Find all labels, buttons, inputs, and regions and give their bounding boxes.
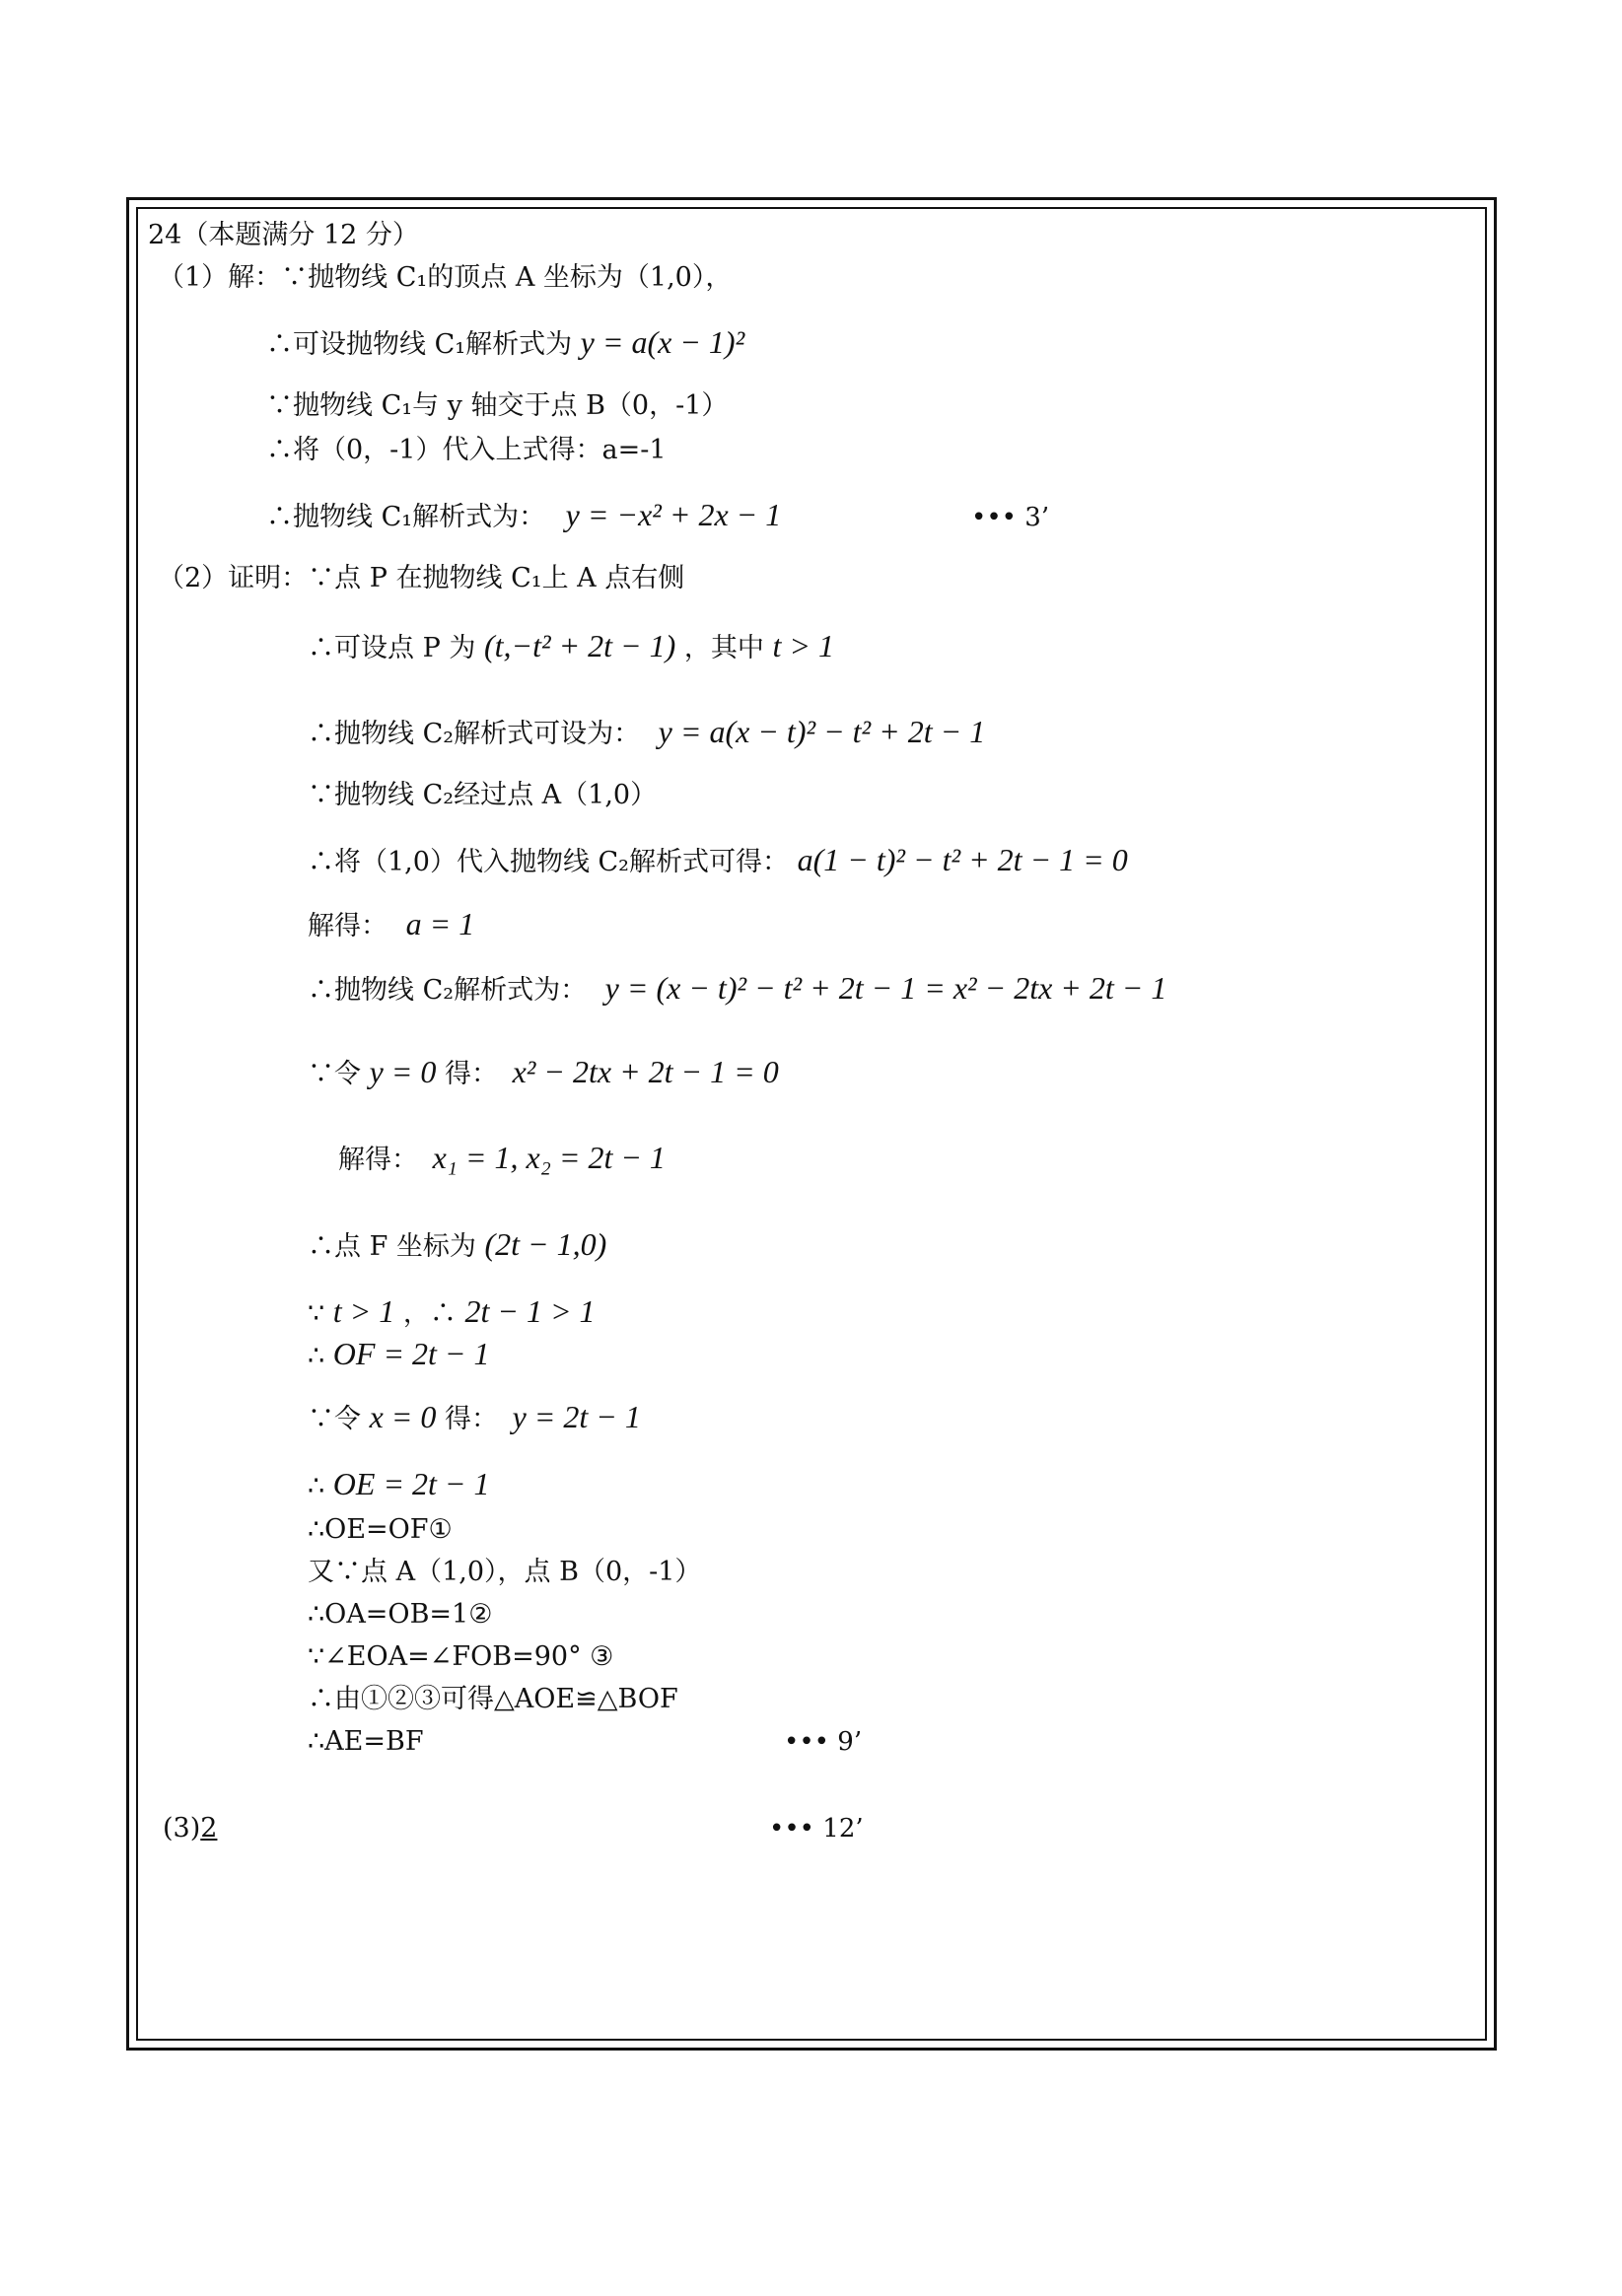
part2-line16: 又∵点 A（1,0），点 B（0，-1） (308, 1557, 702, 1587)
part2-line13-formula2: y = 2t − 1 (512, 1399, 641, 1434)
part2-line8 (308, 1055, 779, 1091)
part2-line12-a: ∴ (308, 1341, 325, 1371)
part2-line9-text: 解得： (338, 1145, 418, 1175)
part2-line8-formula1: y = 0 (369, 1054, 437, 1089)
part2-line2-text: ∴可设点 P 为 (308, 633, 476, 663)
part2-line3-formula: y = a(x − t)² − t² + 2t − 1 (658, 714, 986, 749)
part2-line10 (308, 1227, 606, 1264)
part2-line7 (308, 971, 1166, 1008)
part1-line1: （1）解：∵抛物线 C₁的顶点 A 坐标为（1,0）， (158, 262, 733, 293)
part2-line15: ∴OE=OF① (308, 1514, 453, 1545)
part2-line2 (308, 629, 834, 665)
part3-answer: 2 (200, 1813, 218, 1844)
part1-line2 (266, 325, 744, 362)
inner-border (136, 207, 1487, 2041)
part1-line3: ∵抛物线 C₁与 y 轴交于点 B（0，-1） (266, 390, 729, 421)
part2-line5-text: ∴将（1,0）代入抛物线 C₂解析式可得： (308, 847, 790, 877)
part2-line9 (338, 1141, 666, 1177)
part1-line4: ∴将（0，-1）代入上式得：a=-1 (266, 435, 667, 465)
part2-line17: ∴OA=OB=1② (308, 1599, 493, 1630)
part2-line11-formula1: t > 1 (332, 1293, 395, 1329)
part2-line13-text2: 得： (444, 1404, 498, 1434)
part2-line19: ∴由①②③可得△AOE≌△BOF (308, 1684, 678, 1714)
part2-line18: ∵∠EOA=∠FOB=90° ③ (308, 1641, 614, 1672)
part2-line8-text1: ∵令 (308, 1059, 361, 1089)
part1-line2-formula: y = a(x − 1)² (580, 324, 745, 360)
part2-line10-formula: (2t − 1,0) (484, 1226, 607, 1262)
part2-line5-formula: a(1 − t)² − t² + 2t − 1 = 0 (797, 842, 1128, 877)
part2-line1: （2）证明：∵点 P 在抛物线 C₁上 A 点右侧 (158, 563, 685, 593)
part2-line12-formula: OF = 2t − 1 (332, 1336, 490, 1371)
part2-line13-formula1: x = 0 (369, 1399, 437, 1434)
part2-score: ••• 9’ (784, 1727, 863, 1757)
part1-line5 (266, 498, 781, 534)
part2-line11-a: ∵ (308, 1298, 325, 1329)
part2-line7-formula: y = (x − t)² − t² + 2t − 1 = x² − 2tx + 2t − 1 (604, 970, 1167, 1006)
part2-line14-a: ∴ (308, 1471, 325, 1501)
part1-line5-formula: y = −x² + 2x − 1 (565, 497, 782, 532)
part2-line6-text: 解得： (308, 911, 388, 941)
part2-line14-formula: OE = 2t − 1 (332, 1466, 490, 1501)
part2-line6 (308, 907, 474, 943)
part2-line6-formula: a = 1 (405, 906, 475, 941)
part1-score: ••• 3’ (971, 503, 1050, 532)
part3-score: ••• 12’ (769, 1814, 864, 1844)
part1-line2-text: ∴可设抛物线 C₁解析式为 (266, 329, 573, 360)
part2-line2-condition: t > 1 (772, 628, 834, 663)
part2-line7-text: ∴抛物线 C₂解析式为： (308, 975, 588, 1006)
part2-line11-formula2: 2t − 1 > 1 (464, 1293, 596, 1329)
part2-line12 (308, 1337, 490, 1373)
part2-line4: ∵抛物线 C₂经过点 A（1,0） (308, 780, 658, 810)
part2-line13 (308, 1400, 641, 1436)
question-header: 24（本题满分 12 分） (148, 220, 419, 250)
part3-label: (3) (163, 1813, 201, 1844)
part2-line9-formula: x₁ = 1, x₂ = 2t − 1 (432, 1140, 666, 1175)
part2-line20: ∴AE=BF (308, 1726, 424, 1757)
part3-line (163, 1812, 217, 1845)
part2-line10-text: ∴点 F 坐标为 (308, 1231, 476, 1262)
part2-line2-tail: ，其中 (683, 633, 764, 663)
part2-line11 (308, 1294, 596, 1331)
part2-line8-text2: 得： (444, 1059, 498, 1089)
part2-line5 (308, 843, 1128, 879)
part2-line13-text1: ∵令 (308, 1404, 361, 1434)
part2-line8-formula2: x² − 2tx + 2t − 1 = 0 (512, 1054, 779, 1089)
part2-line14 (308, 1467, 490, 1503)
part2-line3-text: ∴抛物线 C₂解析式可设为： (308, 719, 641, 749)
part2-line11-b: ，∴ (402, 1298, 457, 1329)
part2-line2-formula: (t,−t² + 2t − 1) (483, 628, 676, 663)
part1-line5-text: ∴抛物线 C₁解析式为： (266, 502, 546, 532)
part2-line3 (308, 715, 985, 751)
